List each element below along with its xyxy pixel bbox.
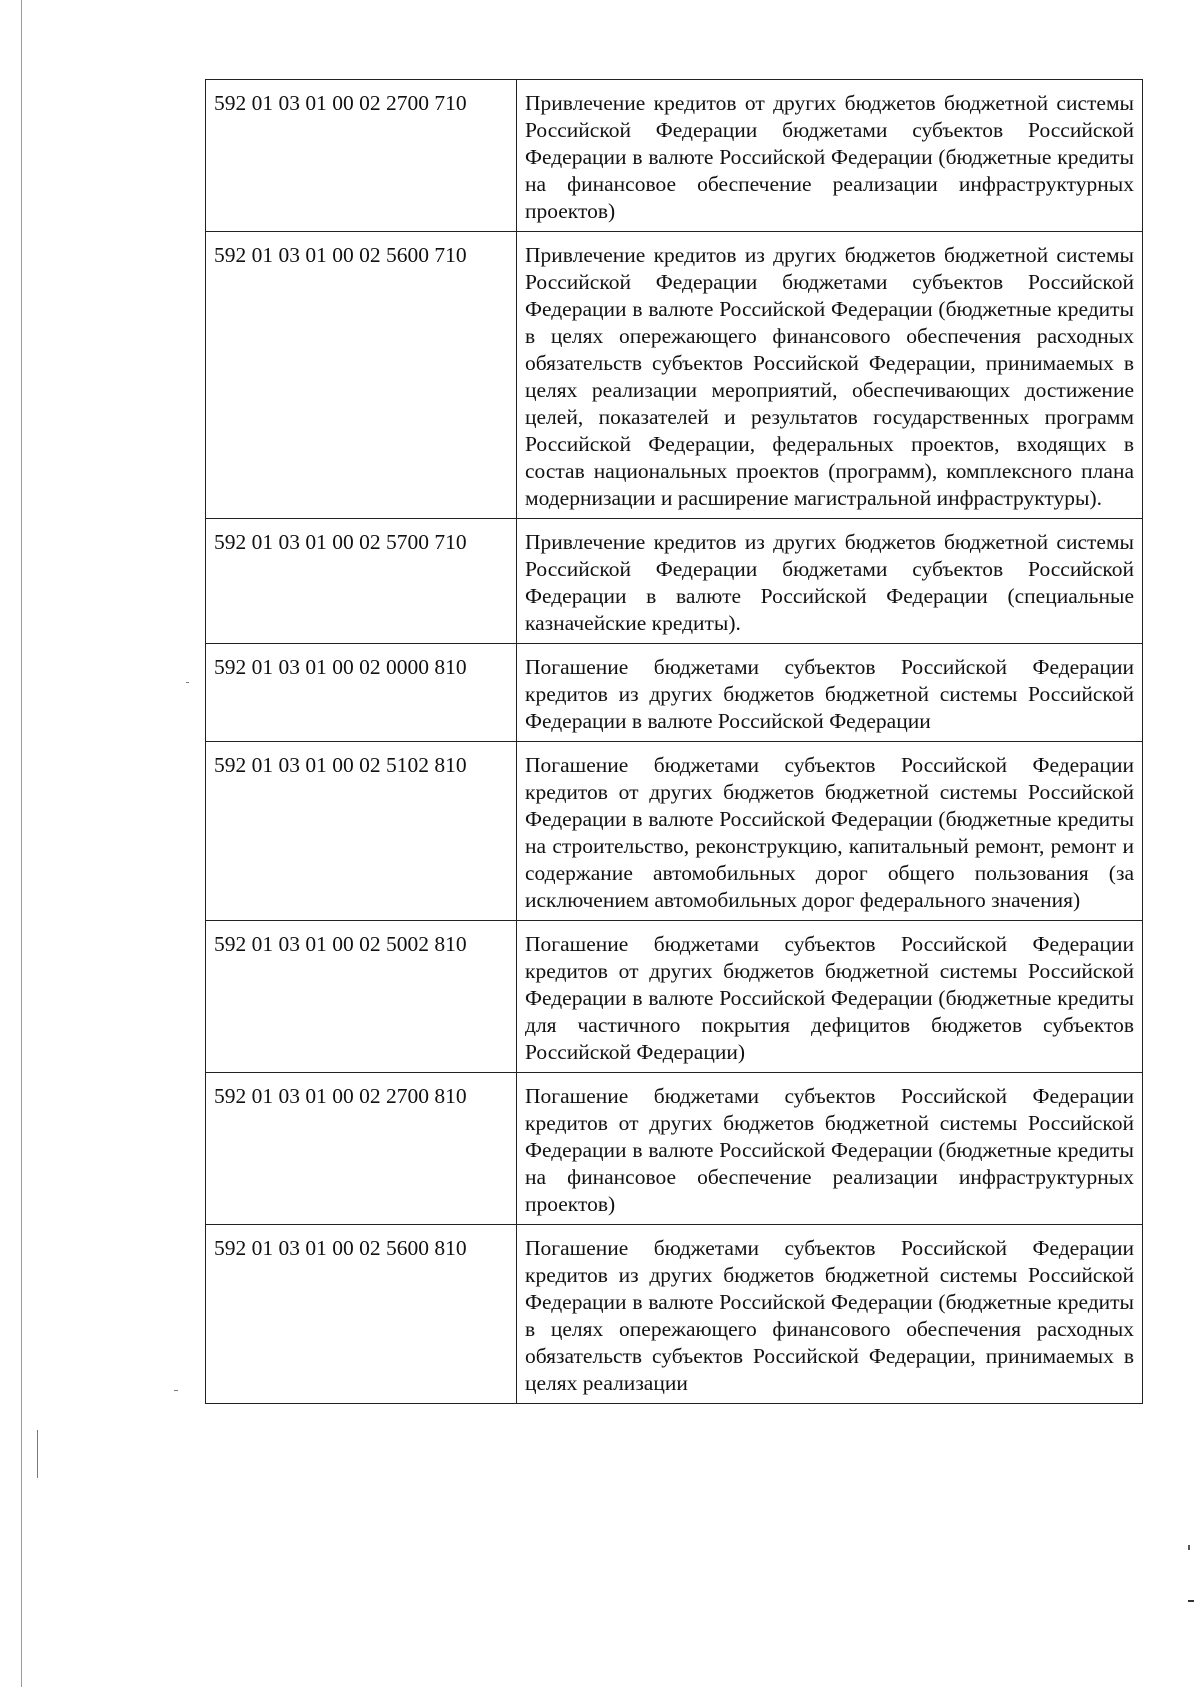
scan-artifact <box>174 1390 178 1391</box>
scan-artifact <box>1188 1545 1190 1550</box>
description-cell: Погашение бюджетами субъектов Российской Федерации кредитов от других бюджетов бюджетной системы Российской Федерации в валюте Российской Федерации (бюджетные кредиты для частичного покрытия дефицитов бюджетов субъектов Российской Федерации) <box>517 921 1143 1073</box>
table-row <box>206 80 1143 232</box>
scan-artifact <box>186 682 189 683</box>
description-cell: Погашение бюджетами субъектов Российской Федерации кредитов из других бюджетов бюджетной системы Российской Федерации в валюте Российской Федерации <box>517 644 1143 742</box>
table-row <box>206 644 1143 742</box>
budget-code-cell: 592 01 03 01 00 02 2700 810 <box>206 1073 517 1225</box>
scan-artifact <box>1188 1600 1194 1602</box>
budget-code-cell: 592 01 03 01 00 02 0000 810 <box>206 644 517 742</box>
budget-code-cell: 592 01 03 01 00 02 2700 710 <box>206 80 517 232</box>
description-cell: Погашение бюджетами субъектов Российской Федерации кредитов от других бюджетов бюджетной системы Российской Федерации в валюте Российской Федерации (бюджетные кредиты на финансовое обеспечение реализации инфраструктурных проектов) <box>517 1073 1143 1225</box>
budget-classification-table <box>205 79 1143 1404</box>
budget-code-cell: 592 01 03 01 00 02 5102 810 <box>206 742 517 921</box>
budget-code-cell: 592 01 03 01 00 02 5600 710 <box>206 232 517 519</box>
scan-edge-line <box>21 0 22 1687</box>
table-row <box>206 1073 1143 1225</box>
description-cell: Привлечение кредитов из других бюджетов бюджетной системы Российской Федерации бюджетами субъектов Российской Федерации в валюте Российской Федерации (специальные казначейские кредиты). <box>517 519 1143 644</box>
budget-code-cell: 592 01 03 01 00 02 5002 810 <box>206 921 517 1073</box>
table-row <box>206 921 1143 1073</box>
table-row <box>206 742 1143 921</box>
budget-code-cell: 592 01 03 01 00 02 5700 710 <box>206 519 517 644</box>
description-cell: Погашение бюджетами субъектов Российской Федерации кредитов из других бюджетов бюджетной системы Российской Федерации в валюте Российской Федерации (бюджетные кредиты в целях опережающего финансового обеспечения расходных обязательств субъектов Российской Федерации, принимаемых в целях реализации <box>517 1225 1143 1404</box>
table-row <box>206 1225 1143 1404</box>
document-page <box>205 79 1143 1404</box>
description-cell: Привлечение кредитов из других бюджетов бюджетной системы Российской Федерации бюджетами субъектов Российской Федерации в валюте Российской Федерации (бюджетные кредиты в целях опережающего финансового обеспечения расходных обязательств субъектов Российской Федерации, принимаемых в целях реализации мероприятий, обеспечивающих достижение целей, показателей и результатов государственных программ Российской Федерации, федеральных проектов, входящих в состав национальных проектов (программ), комплексного плана модернизации и расширение магистральной инфраструктуры). <box>517 232 1143 519</box>
budget-code-cell: 592 01 03 01 00 02 5600 810 <box>206 1225 517 1404</box>
description-cell: Погашение бюджетами субъектов Российской Федерации кредитов от других бюджетов бюджетной системы Российской Федерации в валюте Российской Федерации (бюджетные кредиты на строительство, реконструкцию, капитальный ремонт, ремонт и содержание автомобильных дорог общего пользования (за исключением автомобильных дорог федерального значения) <box>517 742 1143 921</box>
table-row <box>206 519 1143 644</box>
scan-artifact <box>37 1430 38 1478</box>
table-row <box>206 232 1143 519</box>
description-cell: Привлечение кредитов от других бюджетов бюджетной системы Российской Федерации бюджетами субъектов Российской Федерации в валюте Российской Федерации (бюджетные кредиты на финансовое обеспечение реализации инфраструктурных проектов) <box>517 80 1143 232</box>
